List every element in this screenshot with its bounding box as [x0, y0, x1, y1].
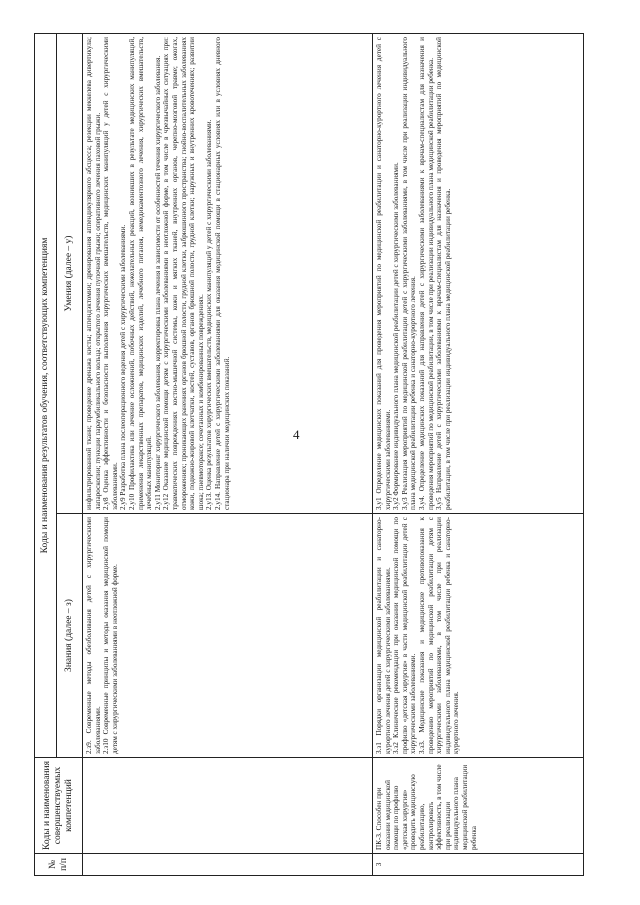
- row-code: ПК-3. Способен при оказании медицинской помощи по профилю «детская хирургия» проводить медицинскую реабилитацию, контролировать эффективность, в том числе при реализации индивидуального плана медицинской реабилитации ребенка: [373, 758, 584, 854]
- header-group-title: Коды и наименования результатов обучения, соответствующих компетенциям: [35, 34, 57, 758]
- skill-item: 2.у14. Направление детей с хирургическими заболеваниями для оказания медицинской помощи в стационарных условиях или в условиях дневного стационара при наличии медицинских показаний.: [213, 37, 231, 510]
- skill-item: 2.у12 Оказание медицинской помощи детям с хирургическими заболеваниями в неотложной форме, в том числе в чрезвычайных ситуациях при: травматических повреждениях костно-мышечной системы, кожи и мягких тканей, внутренних органов, черепно-мозговой травме; ожогах, отморожениях; проникающих ранениях органов брюшной полости, грудной клетки, забрюшинного пространства; гнойно-воспалительных заболеваниях кожи, подкожно-жировой клетчатки, костей, суставов, органов брюшной полости, грудной клетки; наружных и внутренних кровотечениях; развитии шока; пневмотораксе; сочетанных и комбинированных повреждениях.: [162, 37, 205, 510]
- row-skills: [373, 34, 584, 514]
- skill-item: 3.у4. Определение медицинских показаний для направления детей с хирургическими заболеваниями к врачам-специалистам для назначения и проведения мероприятий по медицинской реабилитации, в том числе при реализации индивидуального плана медицинской реабилитации ребенка.: [417, 37, 435, 510]
- rotated-document: [34, 33, 584, 876]
- header-skills: Умения (далее – у): [57, 34, 83, 514]
- row-num: 3: [373, 854, 584, 876]
- competencies-table: [34, 33, 584, 876]
- knowledge-item: 2.з10 Современные принципы и методы оказания медицинской помощи детям с хирургическими заболеваниями в неотложной форме.: [102, 517, 119, 754]
- knowledge-item: 3.з2 Клинические рекомендации при оказании медицинской помощи по профилю «детская хирургия» в части медицинской реабилитации детей с хирургическими заболеваниями.: [392, 517, 418, 754]
- header-num: № п/п: [35, 854, 83, 876]
- skill-item: 3.у5 Направление детей с хирургическими заболеваниями к врачам-специалистам для назначения и проведения мероприятий по медицинской реабилитации, в том числе при реализации индивидуального плана медицинской реабилитации ребенка.: [435, 37, 452, 510]
- skill-item: 2.у8 Оценка эффективности и безопасности выполнения хирургических вмешательств, медицинских манипуляций у детей с хирургическими заболеваниями.: [102, 37, 119, 510]
- skill-item: 2.у10 Профилактика или лечение осложнений, побочных действий, нежелательных реакций, возникших в результате медицинских манипуляций, применения лекарственных препаратов, медицинских изделий, лечебного питания, немедикаментозного лечения, хирургических вмешательств, лечебных манипуляций.: [127, 37, 154, 510]
- table-row: [83, 34, 373, 876]
- skill-item: 2.у9 Разработка плана послеоперационного ведения детей с хирургическими заболеваниями.: [119, 224, 128, 510]
- page-number: 4: [293, 427, 300, 442]
- row-knowledge: [373, 514, 584, 758]
- skill-item: 3.у3 Реализация мероприятий по медицинской реабилитации детей с хирургическими заболеваниями, в том числе при реализации индивидуального плана медицинской реабилитации ребенка и санаторно-курортного лечения.: [400, 37, 418, 510]
- row-code: [83, 758, 373, 854]
- skill-item: 2.у13. Оценка результатов хирургических вмешательств, медицинских манипуляций у детей с хирургическими заболеваниями.: [205, 119, 214, 510]
- table-header-row: [35, 34, 57, 876]
- row-num: [83, 854, 373, 876]
- skill-item: 2.у11 Мониторинг хирургического заболевания, корректировка плана лечения в зависимости от особенностей течения хирургического заболевания.: [153, 55, 162, 510]
- knowledge-item: 3.з3. Медицинские показания и медицинские противопоказания к проведению мероприятий по медицинской реабилитации детям с хирургическими заболеваниями, в том числе при реализации индивидуального плана медицинской реабилитации ребенка и санаторно-курортного лечения.: [417, 517, 461, 754]
- knowledge-item: 3.з1 Порядки организации медицинской реабилитации и санаторно-курортного лечения детей с хирургическими заболеваниями.: [375, 517, 392, 754]
- skill-item: 3.у2 Формирование индивидуального плана медицинской реабилитации детей с хирургическими заболеваниями.: [392, 162, 401, 510]
- table-row: [373, 34, 584, 876]
- skill-item: инфильтрированной ткани; проведение дренажа кисты; аппендэктомии; дренирования аппендикулярного абсцесса; резекции меккелева дивертикула; лапароскопии; пункции параумбиликального кольца; открытого лечения пупочной грыжи; оперативного лечения паховой грыжи.: [85, 37, 102, 510]
- knowledge-item: 2.з9. Современные методы обезболивания детей с хирургическими заболеваниями.: [85, 517, 102, 754]
- row-knowledge: [83, 514, 373, 758]
- header-knowledge: Знания (далее – з): [57, 514, 83, 758]
- header-codes: Коды и наименования совершенствуемых компетенций: [35, 758, 83, 854]
- table-subheader-row: [57, 34, 83, 876]
- skill-item: 3.у1 Определение медицинских показаний для проведения мероприятий по медицинской реабилитации и санаторно-курортного лечения детей с хирургическими заболеваниями.: [375, 37, 392, 510]
- row-skills: [83, 34, 373, 514]
